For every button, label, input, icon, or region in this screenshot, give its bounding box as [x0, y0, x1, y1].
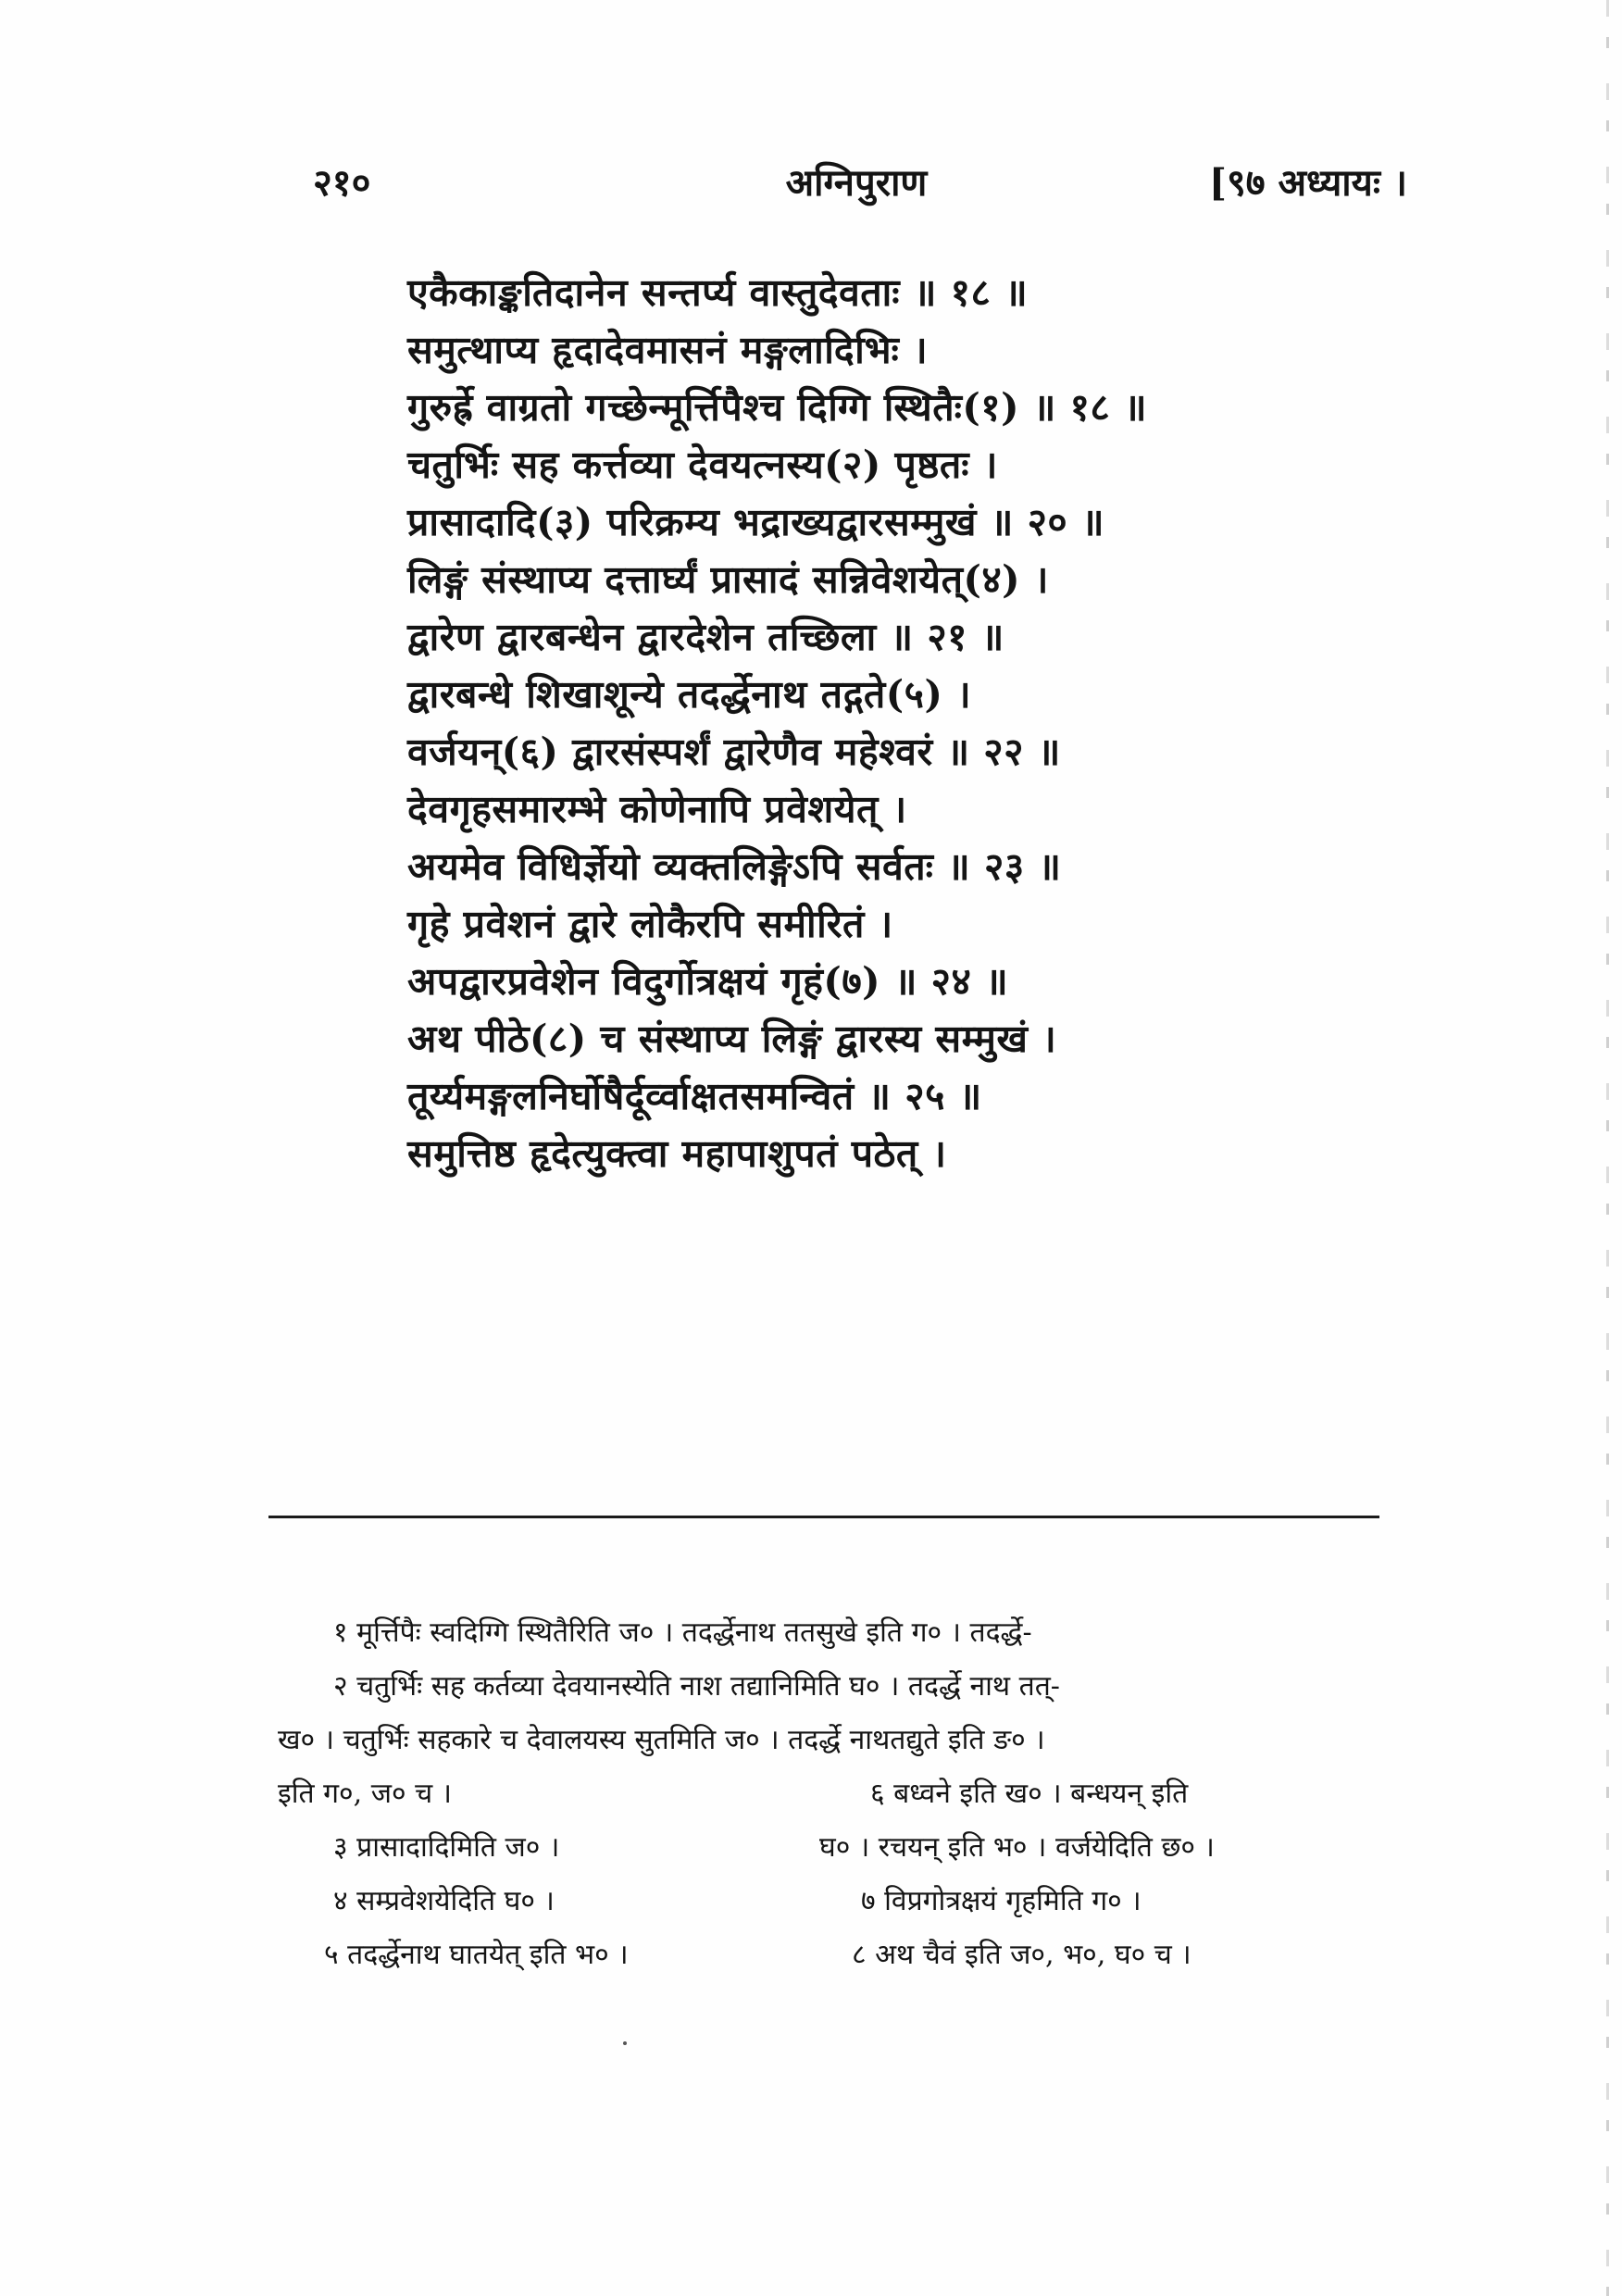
footnote-line	[278, 1767, 1398, 1821]
verse-line: अयमेव विधिर्ज्ञेयो व्यक्तलिङ्गेऽपि सर्वतः ॥ २३ ॥	[407, 844, 1062, 889]
footnote-text: ४ सम्प्रवेशयेदिति घ० ।	[333, 1885, 555, 1917]
ink-speck	[623, 2041, 627, 2045]
verse-line: समुत्तिष्ठ हृदेत्युक्त्वा महापाशुपतं पठेत् ।	[407, 1131, 947, 1176]
footnotes	[278, 1606, 1398, 1982]
footnote-text: ८ अथ चैवं इति ज०, भ०, घ० च ।	[852, 1939, 1192, 1971]
verse-line: अथ पीठे(८) च संस्थाप्य लिङ्गं द्वारस्य सम्मुखं ।	[407, 1017, 1057, 1061]
chapter-reference: [९७ अध्यायः ।	[1209, 161, 1407, 205]
verse-line: एकैकाङ्कतिदानेन सन्तर्प्य वास्तुदेवताः ॥ १८ ॥	[407, 270, 1029, 315]
footnote-line	[278, 1606, 1398, 1660]
page-number: २१०	[313, 161, 371, 205]
footnote-text: इति ग०, ज० च ।	[278, 1778, 453, 1810]
scan-edge	[1606, 0, 1609, 2296]
verse-line: गुरुर्ह्रे वाग्रतो गच्छेन्मूर्त्तिपैश्च दिग्गि स्थितैः(१) ॥ १८ ॥	[407, 385, 1148, 430]
footnote-text: ख० । चतुर्भिः सहकारे च देवालयस्य सुतमिति ज० । तदर्द्धे नाथतद्युते इति ङ० ।	[278, 1724, 1045, 1756]
footnote-line	[278, 1660, 1398, 1714]
footnote-text: २ चतुर्भिः सह कर्तव्या देवयानस्येति नाश तद्यानिमिति घ० । तदर्द्धे नाथ तत्-	[333, 1670, 1060, 1703]
verse-line: समुत्थाप्य हृदादेवमासनं मङ्गलादिभिः ।	[407, 328, 929, 372]
footnote-text: ७ विप्रगोत्रक्षयं गृहमिति ग० ।	[861, 1885, 1142, 1917]
verse-line: गृहे प्रवेशनं द्वारे लोकैरपि समीरितं ।	[407, 902, 893, 946]
verse-line: द्वारेण द्वारबन्धेन द्वारदेशेन तच्छिला ॥ २१ ॥	[407, 615, 1004, 659]
footnote-text: ६ बध्वने इति ख० । बन्धयन् इति	[870, 1778, 1189, 1810]
verse-line: तूर्य्यमङ्गलनिर्घोषैर्दूर्व्वाक्षतसमन्वितं ॥ २५ ॥	[407, 1074, 982, 1118]
verse-line: वर्जयन्(६) द्वारसंस्पर्शं द्वारेणैव महेश्वरं ॥ २२ ॥	[407, 730, 1061, 774]
footnote-divider	[268, 1516, 1379, 1518]
verse-line: चतुर्भिः सह कर्त्तव्या देवयत्नस्य(२) पृष्ठतः ।	[407, 443, 998, 487]
running-title: अग्निपुराण	[785, 161, 928, 205]
verse-line: अपद्वारप्रवेशेन विदुर्गोत्रक्षयं गृहं(७) ॥ २४ ॥	[407, 959, 1009, 1004]
footnote-line	[278, 1714, 1398, 1767]
verse-block	[407, 264, 1241, 1182]
footnote-line	[278, 1928, 1398, 1982]
footnote-line	[278, 1875, 1398, 1928]
footnote-text: ३ प्रासादादिमिति ज० ।	[333, 1831, 560, 1864]
page-header	[306, 156, 1407, 211]
footnote-text: ५ तदर्द्धेनाथ घातयेत् इति भ० ।	[324, 1939, 629, 1971]
footnote-text: १ मूर्त्तिपैः स्वदिग्गि स्थितैरिति ज० । तदर्द्धेनाथ ततसुखे इति ग० । तदर्द्धे-	[333, 1616, 1032, 1649]
footnote-line	[278, 1821, 1398, 1875]
footnote-text: घ० । रचयन् इति भ० । वर्जयेदिति छ० ।	[819, 1831, 1215, 1864]
verse-line: द्वारबन्धे शिखाशून्ये तदर्द्धेनाथ तद्गते(५) ।	[407, 672, 972, 717]
verse-line: देवगृहसमारम्भे कोणेनापि प्रवेशयेत् ।	[407, 787, 907, 831]
verse-line: प्रासादादि(३) परिक्रम्य भद्राख्यद्वारसम्मुखं ॥ २० ॥	[407, 500, 1105, 544]
verse-line: लिङ्गं संस्थाप्य दत्तार्घ्यं प्रासादं सन्निवेशयेत्(४) ।	[407, 557, 1049, 602]
